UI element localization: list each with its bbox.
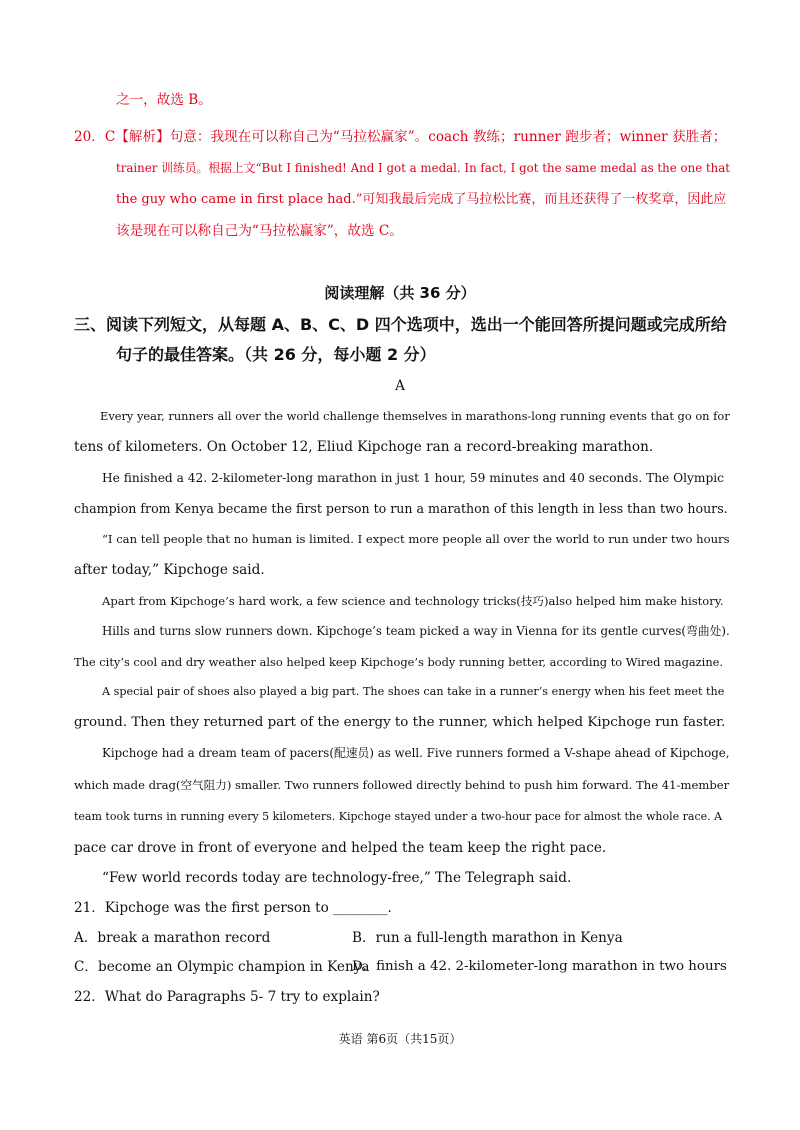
passage-line: after today,” Kipchoge said. [74, 562, 265, 578]
question-21-stem: 21．Kipchoge was the first person to ________. [74, 900, 392, 916]
explanation-q20-line-2: trainer 训练员。根据上文“But I finished! And I got a medal. In fact, I got the same medal as the one that [116, 161, 731, 175]
passage-line: tens of kilometers. On October 12, Eliud Kipchoge ran a record-breaking marathon. [74, 439, 654, 455]
section-instruction-line-2: 句子的最佳答案。（共 26 分，每小题 2 分） [116, 345, 436, 364]
passage-line: pace car drove in front of everyone and helped the team keep the right pace. [74, 840, 607, 856]
passage-line: “I can tell people that no human is limited. I expect more people all over the world to run under two hours [102, 532, 730, 546]
explanation-q20-line-1: 20．C【解析】句意：我现在可以称自己为“马拉松赢家”。coach 教练；runner 跑步者；winner 获胜者； [74, 129, 727, 145]
question-21-option-d: D．finish a 42. 2-kilometer-long marathon in two hours [352, 959, 727, 974]
passage-line: ground. Then they returned part of the energy to the runner, which helped Kipchoge run faster. [74, 715, 726, 730]
passage-line: Apart from Kipchoge’s hard work, a few science and technology tricks(技巧)also helped him make history. [102, 594, 724, 608]
passage-line: He finished a 42. 2-kilometer-long marathon in just 1 hour, 59 minutes and 40 seconds. The Olympic [102, 471, 725, 485]
passage-line: Kipchoge had a dream team of pacers(配速员) as well. Five runners formed a V-shape ahead of Kipchoge, [102, 746, 730, 760]
passage-line: A special pair of shoes also played a big part. The shoes can take in a runner’s energy when his feet meet the [102, 685, 725, 698]
passage-line: which made drag(空气阻力) smaller. Two runners followed directly behind to push him forward. The 41-member [74, 778, 730, 792]
passage-line: team took turns in running every 5 kilometers. Kipchoge stayed under a two-hour pace for almost the whole race. A [74, 810, 723, 823]
question-21-option-a: A．break a marathon record [74, 930, 271, 946]
passage-line: “Few world records today are technology-free,” The Telegraph said. [102, 870, 572, 886]
explanation-tail: 之一，故选 B。 [116, 92, 212, 108]
section-title: 阅读理解（共 36 分） [324, 284, 476, 302]
passage-line: The city’s cool and dry weather also helped keep Kipchoge’s body running better, according to Wired magazine. [74, 655, 724, 669]
question-22-stem: 22．What do Paragraphs 5- 7 try to explain? [74, 989, 380, 1005]
passage-line: Hills and turns slow runners down. Kipchoge’s team picked a way in Vienna for its gentle curves(弯曲处). [102, 624, 730, 638]
passage-line: champion from Kenya became the first person to run a marathon of this length in less than two hours. [74, 501, 728, 516]
passage-line: Every year, runners all over the world challenge themselves in marathons-long running events that go on for [100, 409, 730, 423]
explanation-q20-line-3: the guy who came in first place had.”可知我最后完成了马拉松比赛，而且还获得了一枚奖章，因此应 [116, 192, 727, 207]
question-21-option-b: B．run a full-length marathon in Kenya [352, 930, 623, 946]
page-footer: 英语 第6页（共15页） [338, 1032, 462, 1046]
question-21-option-c: C．become an Olympic champion in Kenya [74, 959, 370, 975]
passage-label: A [395, 378, 405, 394]
section-instruction-line-1: 三、阅读下列短文，从每题 A、B、C、D 四个选项中，选出一个能回答所提问题或完成所给 [74, 315, 727, 334]
explanation-q20-line-4: 该是现在可以称自己为“马拉松赢家”，故选 C。 [116, 223, 403, 239]
